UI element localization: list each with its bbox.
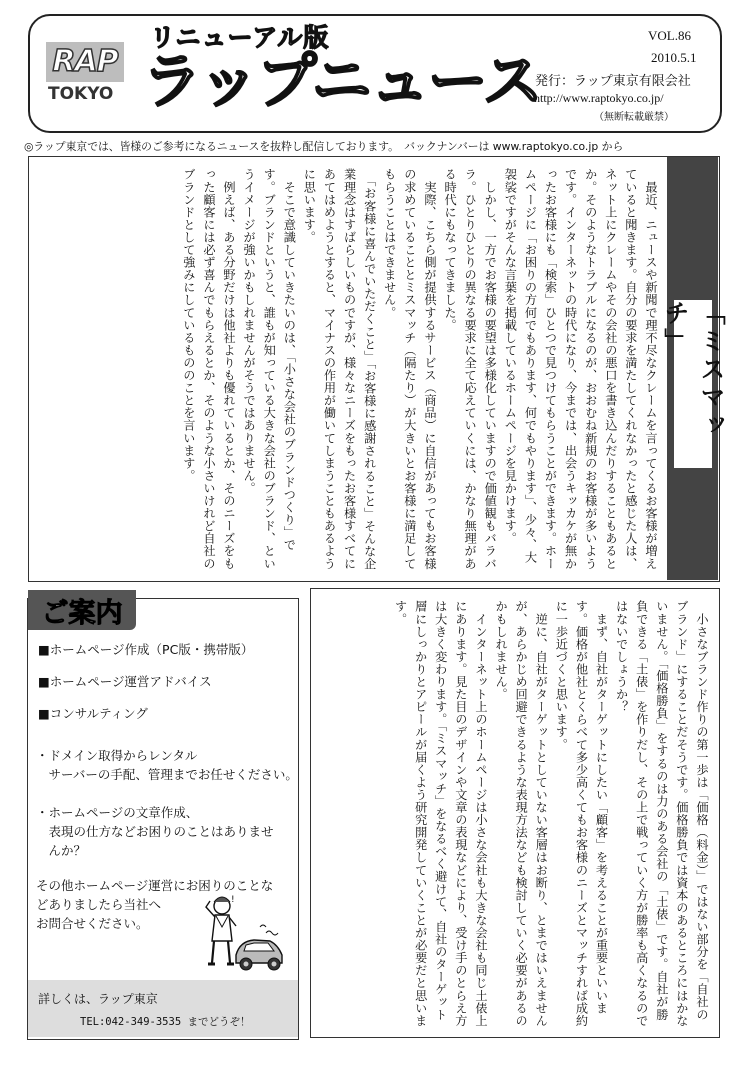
worried-man-car-illustration <box>200 893 286 975</box>
issue-date: 2010.5.1 <box>651 50 697 65</box>
article-body: 最近、ニュースや新聞で理不尽なクレームを言ってくるお客様が増えていると聞きます。自分の要求を満たしてくれなかったと感じた人は、ネット上にクレームやその会社の悪口を書き込んだりすることもあるとか。そのようなトラブルになるのが、おおむね新規のお客様が多いようです。インターネットの時代になり、今までは、出会うキッカケが無かったお客様にも「検索」ひとつで見つけてもらうことができます。ホームページに「お困りの方何でもあります、何でもやります」、少々、大袈裟ですがそんな言葉を掲載しているホームページを見かけます。 しかし、一方でお客様の要望は多様化していますので価値観もバラバラ。ひとりひとりの異なる要求に全て応えていくには、かなり無理がある時代にもなってきました。 実際、こちら側が提供するサービス（商品）に自信があってもお客様の求めていることとミスマッチ（隔たり）が大きいとお客様に満足してもらうことはできません。 「お客様に喜んでいただくこと」「お客様に感謝されること」そんな企業理念はすばらしいものですが、様々なニーズをもったお客様すべてにあてはめようとすると、マイナスの作用が働いてしまうこともあるように思います。 そこで意識していきたいのは、「小さな会社のブランドつくり」です。ブランドというと、誰もが知っている大きな会社のブランド、というイメージが強いかもしれませんがそうではありません。 例えば、ある分野だけは他社よりも優れているとか、そのニーズをもった顧客には必ず喜んでもらえるとか、そのような小さいけれど自社のブランドとして強みにしているもののことを言います。 <box>181 168 658 570</box>
service-item-consulting: ■コンサルティング <box>38 706 148 721</box>
logo-tokyo-text: TOKYO <box>48 84 114 104</box>
volume-number: VOL.86 <box>648 28 691 43</box>
intro-line: ◎ラップ東京では、皆様のご参考になるニュースを抜粋し配信しております。 バックナンバーは www.raptokyo.co.jp から <box>24 140 624 153</box>
website-url[interactable]: http://www.raptokyo.co.jp/ <box>534 91 664 105</box>
guide-note-domain: ・ドメイン取得からレンタル サーバーの手配、管理までお任せください。 <box>36 748 298 782</box>
guide-note-writing: ・ホームページの文章作成、 表現の仕方などお困りのことはありませ んか？ <box>36 805 274 858</box>
logo-rap-text: RAP <box>46 42 124 82</box>
rap-tokyo-logo <box>46 36 126 108</box>
contact-phone: TEL:042-349-3535 までどうぞ！ <box>80 1016 251 1028</box>
masthead-title: ラップニュース <box>142 47 541 117</box>
article-heading: 「ミスマッチ」 <box>674 300 712 468</box>
service-item-advice: ■ホームページ運営アドバイス <box>38 674 212 689</box>
guide-note-contact: その他ホームページ運営にお困りのことな どありましたら当社へ お問合せください。 <box>36 878 274 931</box>
copyright-notice: （無断転載厳禁） <box>594 112 674 123</box>
masthead-subtitle: リニューアル版 <box>150 23 330 52</box>
contact-line: 詳しくは、ラップ東京 <box>38 992 158 1006</box>
svg-text:!: ! <box>231 895 235 905</box>
service-item-homepage: ■ホームページ作成（PC版・携帯版） <box>38 642 254 657</box>
guide-title: ご案内 <box>28 590 136 630</box>
article-continued-body: 小さなブランド作りの第一歩は「価格（料金）」ではない部分を「自社のブランド」にすることだそうです。価格勝負では資本のあるところにはかないません。「価格勝負」をするのは力のある会社の「土俵」です。自社が勝負できる「土俵」を作りだし、その上で戦っていく方が勝率も高くなるのではないでしょうか？ まず、自社がターゲットにしたい「顧客」を考えることが重要といいます。価格が他社とくらべて多少高くてもお客様のニーズとマッチすれば成約に一歩近づくと思います。 逆に、自社がターゲットとしていない客層はお断り、とまではいえませんが、あらかじめ回避できるような表現方法なども検討していく必要があるのかもしれません。 インターネット上のホームページは小さな会社も大きな会社も同じ土俵上にあります。見た目のデザインや文章の表現などにより、受け手のとらえ方は大きく変わります。「ミスマッチ」をなるべく避けて、自社のターゲット層にしっかりとアピールが届くよう研究開発していくことが必要だと思います。 <box>393 600 709 1027</box>
publisher: 発行：ラップ東京有限会社 <box>535 74 691 89</box>
